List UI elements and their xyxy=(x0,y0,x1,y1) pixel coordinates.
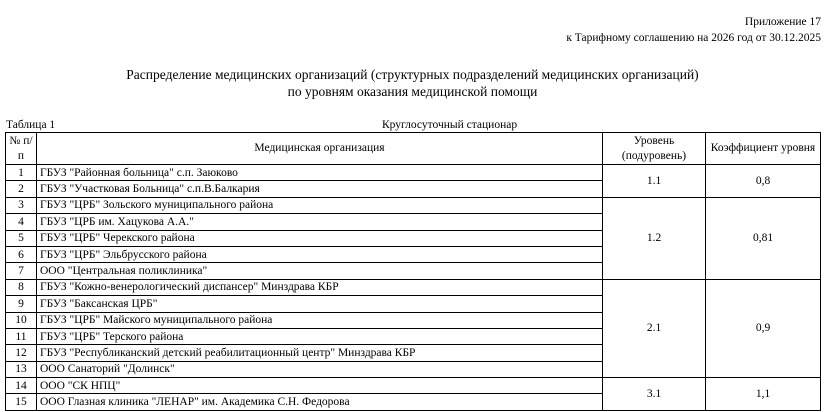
table-row xyxy=(6,165,821,181)
organization-name: ГБУЗ "ЦРБ" Терского района xyxy=(37,328,603,344)
column-header-level: Уровень (подуровень) xyxy=(603,133,706,165)
coefficient-cell: 0,8 xyxy=(706,165,821,198)
coefficient-cell: 0,81 xyxy=(706,197,821,279)
organization-name: ГБУЗ "Кожно-венерологический диспансер" Минздрава КБР xyxy=(37,279,603,295)
organization-name: ГБУЗ "Республиканский детский реабилитационный центр" Минздрава КБР xyxy=(37,345,603,361)
row-number: 2 xyxy=(6,181,37,197)
row-number: 7 xyxy=(6,263,37,279)
document-subtitle: по уровням оказания медицинской помощи xyxy=(287,84,538,99)
row-number: 9 xyxy=(6,296,37,312)
row-number: 11 xyxy=(6,328,37,344)
coefficient-cell: 1,1 xyxy=(706,378,821,411)
row-number: 4 xyxy=(6,214,37,230)
organization-name: ГБУЗ "ЦРБ" Эльбрусского района xyxy=(37,246,603,262)
appendix-reference: к Тарифному соглашению на 2026 год от 30.12.2025 xyxy=(566,32,821,44)
row-number: 5 xyxy=(6,230,37,246)
organization-name: ГБУЗ "ЦРБ" Зольского муниципального района xyxy=(37,197,603,213)
table-row xyxy=(6,378,821,394)
level-cell: 3.1 xyxy=(603,378,706,411)
organizations-table xyxy=(5,132,821,411)
table-row xyxy=(6,279,821,295)
level-cell: 1.1 xyxy=(603,165,706,198)
row-number: 15 xyxy=(6,394,37,410)
level-cell: 1.2 xyxy=(603,197,706,279)
coefficient-cell: 0,9 xyxy=(706,279,821,377)
organization-name: ООО Санаторий "Долинск" xyxy=(37,361,603,377)
table-header-row xyxy=(6,133,821,165)
organization-name: ООО "Центральная поликлиника" xyxy=(37,263,603,279)
organization-name: ГБУЗ "ЦРБ" Майского муниципального района xyxy=(37,312,603,328)
row-number: 10 xyxy=(6,312,37,328)
organization-name: ГБУЗ "ЦРБ" Черекского района xyxy=(37,230,603,246)
organization-name: ООО "СК НПЦ" xyxy=(37,378,603,394)
organization-name: ГБУЗ "Участковая Больница" с.п.В.Балкария xyxy=(37,181,603,197)
row-number: 6 xyxy=(6,246,37,262)
row-number: 14 xyxy=(6,378,37,394)
row-number: 1 xyxy=(6,165,37,181)
row-number: 8 xyxy=(6,279,37,295)
column-header-org: Медицинская организация xyxy=(37,133,603,165)
appendix-number: Приложение 17 xyxy=(744,16,821,28)
column-header-num: № п/п xyxy=(6,133,37,165)
organization-name: ООО Глазная клиника "ЛЕНАР" им. Академика С.Н. Федорова xyxy=(37,394,603,410)
level-cell: 2.1 xyxy=(603,279,706,377)
table-label: Таблица 1 xyxy=(6,119,56,131)
row-number: 3 xyxy=(6,197,37,213)
table-caption: Круглосуточный стационар xyxy=(382,119,518,131)
organization-name: ГБУЗ "Районная больница" с.п. Заюково xyxy=(37,165,603,181)
row-number: 13 xyxy=(6,361,37,377)
organization-name: ГБУЗ "Баксанская ЦРБ" xyxy=(37,296,603,312)
row-number: 12 xyxy=(6,345,37,361)
organization-name: ГБУЗ "ЦРБ им. Хацукова А.А." xyxy=(37,214,603,230)
column-header-coef: Коэффициент уровня xyxy=(706,133,821,165)
table-row xyxy=(6,197,821,213)
document-title: Распределение медицинских организаций (структурных подразделений медицинских организаций) xyxy=(126,67,699,82)
